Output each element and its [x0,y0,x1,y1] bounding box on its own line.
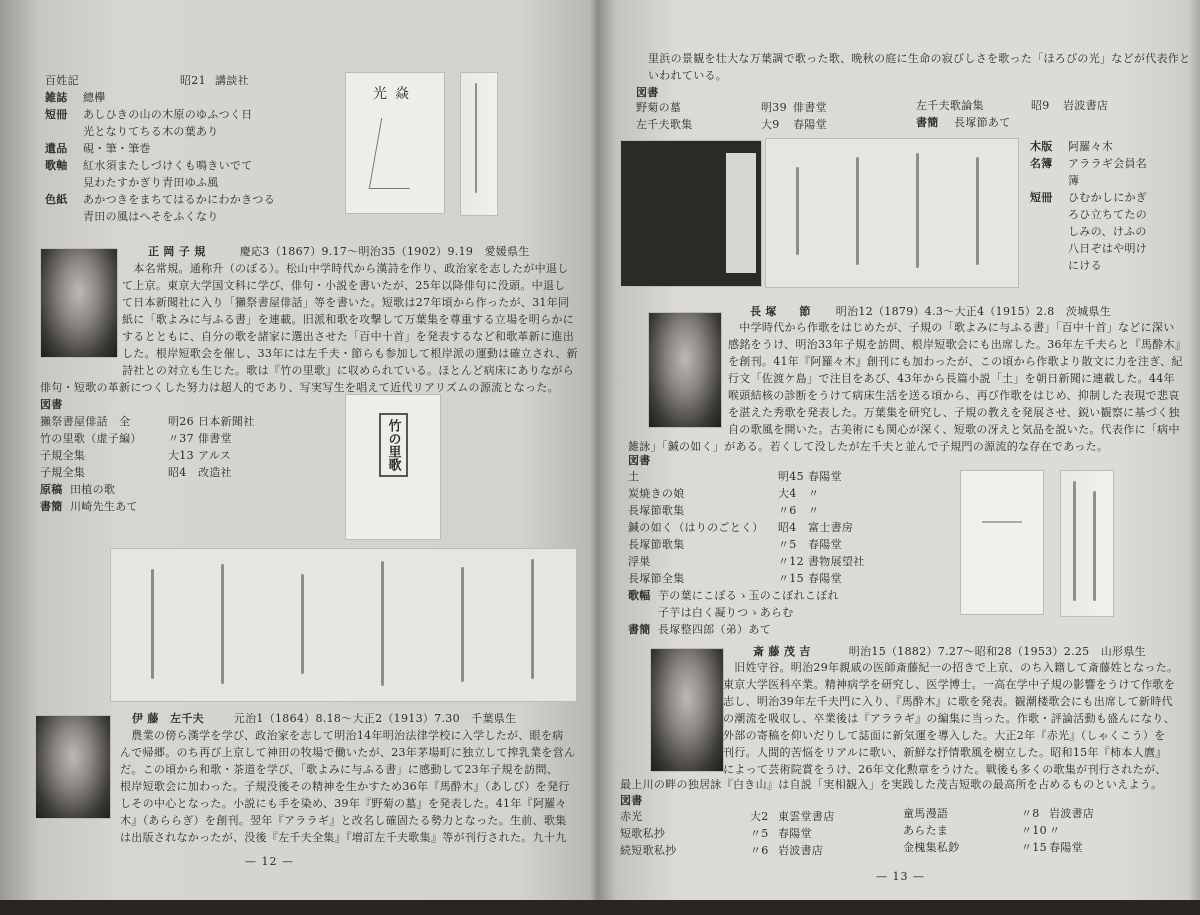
calligraphy-image [765,138,1019,288]
bio-text-last: 俳句・短歌の革新につくした努力は超人的であり、写実写生を唱えて近代リアリズムの源流となった。 [40,381,559,394]
page-number: — 13 — [876,870,925,883]
book-row [620,808,898,825]
book-cover-image [345,394,441,540]
item-label: 遺品 [45,142,68,155]
item-text: 阿羅々木 [1068,140,1114,153]
side-items [1030,138,1190,274]
tanzaku-image [460,72,498,216]
book-row [628,519,918,536]
books-heading: 図書 [636,86,659,99]
books-list [628,468,918,587]
book-year: 大2 [750,810,769,823]
item-label: 書簡 [628,623,651,636]
text-line: 芋の葉にこぼるゝ玉のこぼれこぼれ [658,589,839,602]
entry-header [148,243,530,260]
poet-dates: 慶応3（1867）9.17〜明治35（1902）9.19 愛媛県生 [239,245,530,258]
portrait-saito [650,648,724,772]
book-publisher: 書物展望社 [808,555,865,568]
item-label: 短冊 [1030,191,1053,204]
book-year: 明39 [761,101,787,114]
labeled-item-line [1030,257,1190,274]
book-title: 百姓記 [45,74,79,87]
poet-dates: 明治12（1879）4.3〜大正4（1915）2.8 茨城県生 [835,305,1112,318]
item-text: 青田の風はへそをふくなり [83,210,219,223]
extras-list [40,481,138,515]
text-line: によって芸術院賞をうけ、26年文化勲章をうけた。戦後も多くの歌集が刊行されたが、 [723,763,1167,776]
bio-text [723,659,1178,778]
book-publisher: 春陽堂 [1049,841,1083,854]
bio-text-last: 最上川の畔の独居詠『白き山』は自説「実相観入」を実践した茂吉短歌の最高所を占めるものといえよう。 [620,778,1163,791]
book-publisher: 富士書房 [808,521,854,534]
book-title: 長塚節歌集 [628,538,685,551]
book-title: あらたま [903,824,949,837]
entry-header [753,643,1146,660]
item-text: あかつきをまちてはるかにわかきつる [83,193,275,206]
book-publisher: 岩波書店 [1049,807,1095,820]
text-line: は出版されなかったが、没後『左千夫全集』『増訂左千夫歌集』等が刊行された。九十九 [120,831,567,844]
book-year: 昭21 [180,74,206,87]
book-title: 鍼の如く（はりのごとく） [628,521,764,534]
book-row [45,72,335,89]
labeled-item-line [45,157,335,174]
page-number: — 12 — [245,855,294,868]
calligraphy-image [110,548,577,702]
book-year: 明26 [168,415,194,428]
book-publisher: アルス [198,449,232,462]
item-text: ひむかしにかぎ [1068,191,1148,204]
books-list [636,99,873,133]
item-label: 歌軸 [45,159,68,172]
labeled-item-line [1030,189,1190,206]
item-label: 色紙 [45,193,68,206]
text-line: 根岸短歌会に加わった。子規没後その精神を生かすため36年『馬酔木』（あしび）を発行 [120,780,570,793]
labeled-item [40,498,138,515]
text-line: 志し、明治39年左千夫門に入り、『馬酔木』に歌を発表。観潮楼歌会にも出席して新時代 [723,695,1173,708]
book-publisher: 春陽堂 [793,118,827,131]
labeled-item-line [1030,223,1190,240]
text-line: 喉頭結核の診断をうけて病床生活を送る頃から、再び作歌をはじめ、抑制した表現で悲哀 [728,389,1180,402]
book-row [636,116,873,133]
item-text: しみの、けふの [1068,225,1147,238]
portrait-shiki [40,248,118,358]
labeled-item-line [1030,155,1190,172]
text-line: 子芋は白く凝りつゝあらむ [658,606,794,619]
book-year: 〃15 [1021,841,1047,854]
poet-name: 長 塚 節 [750,305,811,318]
book-row [903,839,1139,856]
text-line: を湛えた秀歌を発表した。万葉集を研究し、子規の教えを発展させ、鋭い観察に基づく独 [728,406,1180,419]
book-row [903,805,1139,822]
book-row [628,553,918,570]
book-publisher: 改造社 [198,466,232,479]
bio-text [728,319,1186,438]
item-label: 書簡 [40,500,63,513]
entry-header [132,710,516,727]
book-row [620,842,898,859]
text-line: 里浜の景観を壮大な万葉調で歌った歌、晩秋の庭に生命の寂びしさを歌った「ほろびの光」などが代表作と [648,52,1191,65]
right-page [598,0,1200,900]
book-title: 獺祭書屋俳話 全 [40,415,131,428]
book-year: 〃37 [168,432,194,445]
book-row [636,99,873,116]
text-line: 行文「佐渡ケ島」で注目をあび、43年から長篇小説「土」を朝日新聞に連載した。44年 [728,372,1175,385]
book-cover [726,153,756,273]
item-text: 總欅 [83,91,106,104]
item-text: あしひきの山の木原のゆふつく日 [83,108,253,121]
book-row [628,468,918,485]
text-line: 農業の傍ら漢学を学び、政治家を志して明治14年明治法律学校に入学したが、眼を病 [120,729,564,742]
labeled-item-line [1030,240,1190,257]
book-year: 明45 [778,470,804,483]
books-heading: 図書 [628,454,651,467]
book-title: 炭焼きの娘 [628,487,685,500]
item-text: 簿 [1068,174,1080,187]
book-year: 昭4 [168,466,187,479]
books-list [620,808,898,859]
books-heading: 図書 [620,794,643,807]
text-line: 東京大学医科卒業。精神病学を研究し、医学博士。一高在学中子規の影響をうけて作歌を [723,678,1175,691]
text-line: 詩社との対立も生じた。歌は『竹の里歌』に収められている。ほとんど病床にありながら [122,364,574,377]
book-year: 〃15 [778,572,804,585]
book-title: 赤光 [620,810,643,823]
book-year: 〃8 [1021,807,1040,820]
book-publisher: 春陽堂 [778,827,812,840]
book-row [628,502,918,519]
book-publisher: 岩波書店 [1063,99,1109,112]
item-label: 短冊 [45,108,68,121]
book-title: 長塚節歌集 [628,504,685,517]
item-label: 名簿 [1030,157,1053,170]
book-publisher: 〃 [1049,824,1061,837]
book-title: 長塚節全集 [628,572,685,585]
book-year: 〃10 [1021,824,1047,837]
item-text: 見わたすかぎり青田ゆふ風 [83,176,219,189]
text-line: の潮流を吸収し、卒業後は『アララギ』の編集に当った。作歌・評論活動も盛んになり、 [723,712,1175,725]
book-publisher: 春陽堂 [808,538,842,551]
portrait-sachio [35,715,111,819]
book-title: 子規全集 [40,449,86,462]
book-title: 左千夫歌集 [636,118,693,131]
labeled-item-line [1030,172,1190,189]
book-title: 短歌私抄 [620,827,666,840]
item-text [658,587,839,621]
text-line: いわれている。 [648,69,728,82]
book-title: 続短歌私抄 [620,844,677,857]
portrait-nagatsuka [648,312,722,428]
labeled-item-line [1030,138,1190,155]
item-text: 長塚節あて [954,116,1011,129]
book-publisher: 〃 [808,504,820,517]
item-text: 長塚整四郎（弟）あて [658,623,771,636]
poet-name: 正 岡 子 規 [148,245,206,258]
book-row [40,430,298,447]
item-label: 雑誌 [45,91,68,104]
text-line: だ。この頃から和歌・茶道を学び、「歌よみに与ふる書」に感動して23年子規を訪問、 [120,763,559,776]
text-line: んで帰郷。のち再び上京して神田の牧場で働いたが、23年茅場町に独立して搾乳業を営ん [120,746,576,759]
book-title: 竹の里歌（虚子編） [40,432,142,445]
bio-text-last: 雑詠」「鍼の如く」がある。若くして没したが左千夫と並んで子規門の源流的な存在であった。 [628,440,1109,453]
poet-dates: 明治15（1882）7.27〜昭和28（1953）2.25 山形県生 [848,645,1146,658]
cover-title: 光焱 [373,86,417,102]
calligraphy-strip-image [1060,470,1114,617]
book-publisher: 俳書堂 [198,432,232,445]
book-publisher: 岩波書店 [778,844,824,857]
book-row [40,464,298,481]
item-text: 光となりてちる木の葉あり [83,125,219,138]
book-title: 野菊の墓 [636,101,682,114]
text-line: を創刊。41年『阿羅々木』創刊にも加わったが、この頃から作歌より散文に力を注ぎ、紀 [728,355,1183,368]
bio-text [122,260,578,379]
item-label: 原稿 [40,483,63,496]
book-row [628,485,918,502]
item-text: 紅水須またしづけくも鳴きいでて [83,159,253,172]
poet-name: 伊 藤 左千夫 [132,712,204,725]
book-title: 浮巣 [628,555,651,568]
labeled-item-line [1030,206,1190,223]
scroll-item [628,587,839,621]
book-year: 大4 [778,487,797,500]
text-line: 中学時代から作歌をはじめたが、子規の「歌よみに与ふる書」「百中十首」などに深い [728,321,1175,334]
book-year: 〃5 [750,827,769,840]
item-text: アララギ会員名 [1068,157,1148,170]
book-year: 〃6 [750,844,769,857]
poet-dates: 元治1（1864）8.18〜大正2（1913）7.30 千葉県生 [233,712,517,725]
labeled-item-line [45,106,335,123]
text-line: 木』（あららぎ）を創刊。翌年『アララギ』と改名し確固たる勢力となった。生前、歌集 [120,814,567,827]
poet-name: 斎 藤 茂 吉 [753,645,811,658]
item-label: 木版 [1030,140,1053,153]
book-title: 左千夫歌論集 [916,99,984,112]
labeled-item-line [45,191,335,208]
letter-item [916,114,1011,131]
text-line: 旧姓守谷。明治29年親戚の医師斎藤紀一の招きで上京、のち入籍して斎藤姓となった。 [723,661,1179,674]
book-title: 土 [628,470,640,483]
books-list [40,413,298,481]
text-line: 本名常規。通称升（のぼる）。松山中学時代から漢詩を作り、政治家を志したが中退し [122,262,569,275]
book-publisher: 〃 [808,487,820,500]
cover-title: 竹の里歌 [379,413,408,477]
book-cover-image [960,470,1044,615]
text-line: て上京。東京大学国文科に学び、俳句・小説を書いたが、25年以降俳句に没頭。中退し [122,279,566,292]
book-row [40,447,298,464]
text-line: 外部の寄稿を仰いだりして誌面に新気運を導入した。大正2年『赤光』（しゃくこう）を [723,729,1166,742]
item-text: 田植の歌 [70,483,116,496]
book-year: 大13 [168,449,194,462]
top-entry-list [45,72,335,225]
labeled-items [45,89,335,225]
books-heading: 図書 [40,398,63,411]
book-row [916,97,1143,114]
text-line: 感銘をうけ、明治33年子規を訪問、根岸短歌会にも出席した。36年左千夫らと『馬酔木』 [728,338,1187,351]
text-line: しその中心となった。小説にも手を染め、39年『野菊の墓』を発表した。41年『阿羅々 [120,797,567,810]
book-row [628,570,918,587]
letter-item [628,621,771,638]
text-line: するとともに、自分の歌を諸家に選出させた「百中十首」を発表するなど和歌革新に進出 [122,330,574,343]
books-list [903,805,1139,856]
bio-text-continued [648,50,1190,84]
item-text: ろひ立ちてたの [1068,208,1147,221]
labeled-item [40,481,138,498]
book-publisher: 東雲堂書店 [778,810,835,823]
book-image [620,140,762,287]
labeled-item-line [45,140,335,157]
labeled-item-line [45,208,335,225]
book-row [903,822,1139,839]
book-year: 昭4 [778,521,797,534]
book-row [40,413,298,430]
book-publisher: 俳書堂 [793,101,827,114]
book-year: 〃6 [778,504,797,517]
book-publisher: 春陽堂 [808,470,842,483]
text-line: 紙に「歌よみに与ふる書」を連載。旧派和歌を攻撃して万葉集を尊重する立場を明らかに [122,313,574,326]
text-line: した。根岸短歌会を催し、33年には左千夫・節らも参加して根岸派の運動は確立され、新 [122,347,578,360]
item-text: にける [1068,259,1102,272]
book-year: 〃5 [778,538,797,551]
book-year: 大9 [761,118,780,131]
flower-drawing [368,118,422,189]
labeled-item-line [45,123,335,140]
book-title: 子規全集 [40,466,86,479]
item-label: 書簡 [916,116,939,129]
book-title: 童馬漫語 [903,807,949,820]
book-row [620,825,898,842]
bio-text [120,727,575,846]
book-publisher: 日本新聞社 [198,415,255,428]
books-list [916,97,1143,114]
book-year: 〃12 [778,555,804,568]
book-row [628,536,918,553]
book-cover-image [345,72,445,214]
labeled-item-line [45,174,335,191]
item-text: 硯・筆・筆巻 [83,142,151,155]
book-year: 昭9 [1031,99,1050,112]
left-page [0,0,598,900]
text-line: 刊行。人間的苦悩をリアルに歌い、新鮮な抒情歌風を樹立した。昭和15年『柿本人麿』 [723,746,1167,759]
entry-header [750,303,1111,320]
labeled-item-line [45,89,335,106]
book-publisher: 春陽堂 [808,572,842,585]
book-publisher: 講談社 [215,74,249,87]
item-text: 八日ぞはや明け [1068,242,1148,255]
text-line: て日本新聞社に入り「獺祭書屋俳話」等を書いた。短歌は27年頃から作ったが、31年同 [122,296,570,309]
text-line: 自の歌風を開いた。古美術にも関心が深く、短歌の冴えと気品を説いた。代表作に「病中 [728,423,1180,436]
item-label: 歌幅 [628,589,651,602]
item-text: 川崎先生あて [70,500,138,513]
book-title: 金槐集私鈔 [903,841,960,854]
